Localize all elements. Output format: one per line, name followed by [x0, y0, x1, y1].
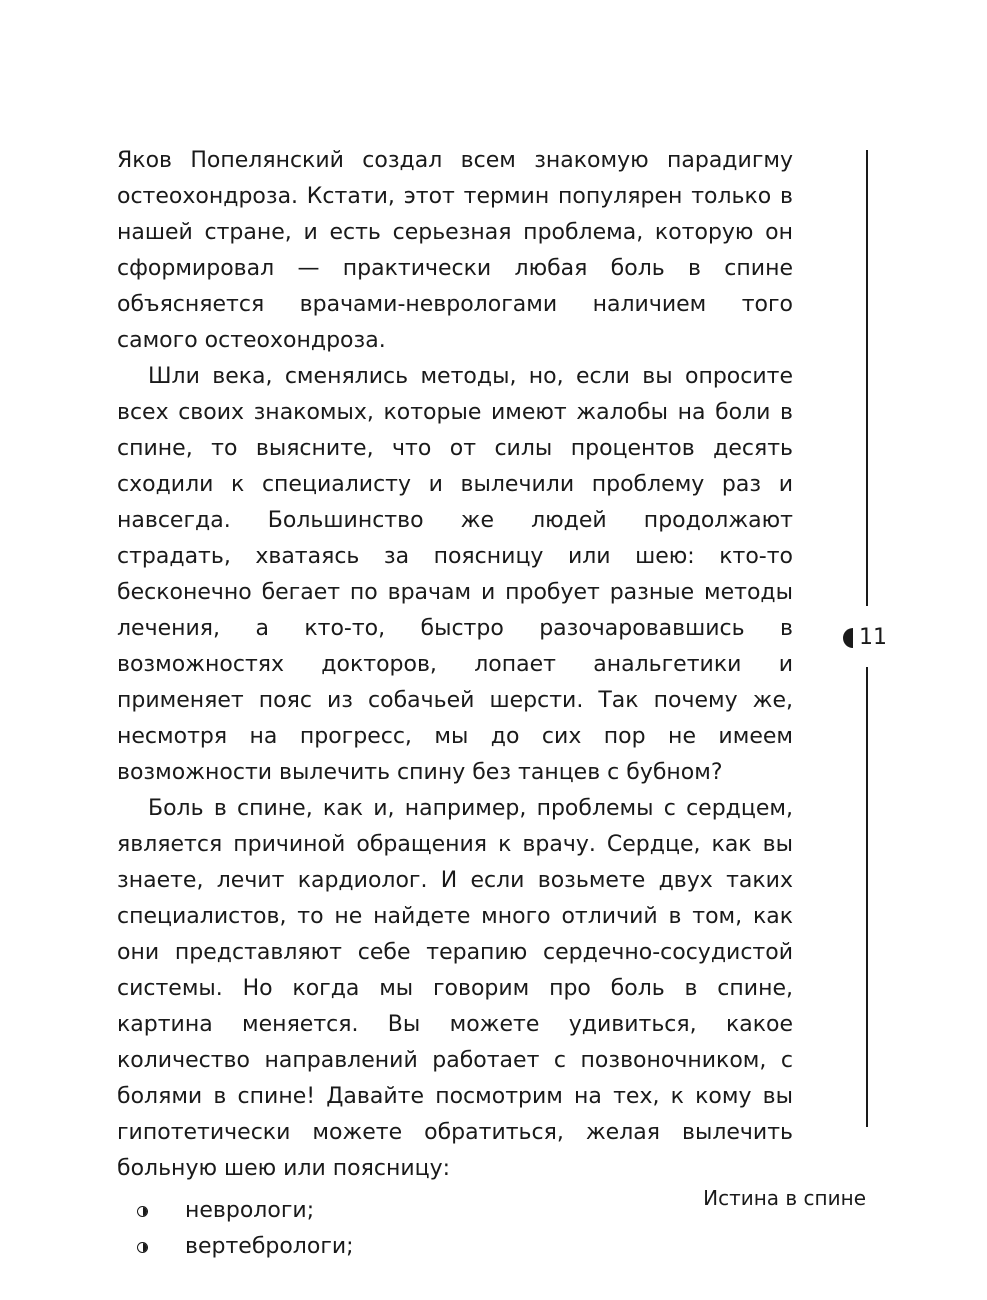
- paragraph-2: Шли века, сменялись методы, но, если вы опросите всех своих знакомых, которые имеют жалобы на боли в спине, то выясните, что от силы процентов десять сходили к специалисту и вылечили проблему раз и навсегда. Большинство же людей продолжают страдать, хватаясь за поясницу или шею: кто-то бесконечно бегает по врачам и пробует разные методы лечения, а кто-то, быстро разочаровавшись в возможностях докторов, лопает анальгетики и применяет пояс из собачьей шерсти. Так почему же, несмотря на прогресс, мы до сих пор не имеем возможности вылечить спину без танцев с бубном?: [117, 364, 793, 785]
- list-item-text: вертебрологи;: [185, 1234, 354, 1259]
- half-circle-bullet-icon: [137, 1242, 148, 1253]
- list-item: [117, 1229, 793, 1265]
- half-circle-bullet-icon: [137, 1206, 148, 1217]
- paragraph-3: Боль в спине, как и, например, проблемы с сердцем, является причиной обращения к врачу. Сердце, как вы знаете, лечит кардиолог. И если возьмете двух таких специалистов, то не найдете много отличий в том, как они представляют себе терапию сердечно-сосудистой системы. Но когда мы говорим про боль в спине, картина меняется. Вы можете удивиться, какое количество направлений работает с позвоночником, с болями в спине! Давайте посмотрим на тех, к кому вы гипотетически можете обратиться, желая вылечить больную шею или поясницу:: [117, 796, 793, 1181]
- page-number-marker: [843, 624, 887, 652]
- main-text: [117, 143, 793, 1265]
- running-footer-title: Истина в спине: [703, 1186, 866, 1210]
- margin-rule-top: [866, 150, 868, 606]
- list-item: [117, 1193, 793, 1229]
- paragraph-1: Яков Попелянский создал всем знакомую парадигму остеохондроза. Кстати, этот термин популярен только в нашей стране, и есть серьезная проблема, которую он сформировал — практически любая боль в спине объясняется врачами-неврологами наличием того самого остеохондроза.: [117, 148, 793, 353]
- page-number: 11: [859, 625, 887, 650]
- list-item-text: неврологи;: [185, 1198, 315, 1223]
- specialist-list: [117, 1193, 793, 1265]
- half-disc-marker-icon: [843, 628, 853, 648]
- margin-rule-bottom: [866, 667, 868, 1127]
